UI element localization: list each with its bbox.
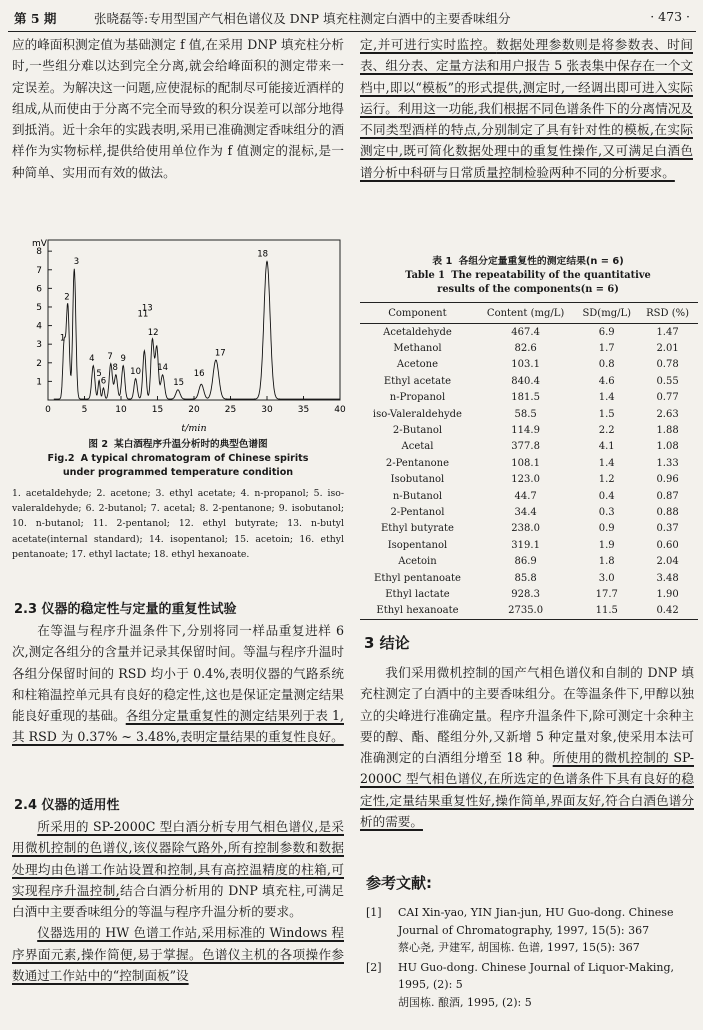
table-body (360, 324, 698, 620)
x-tick-label: 0 (45, 405, 51, 415)
y-unit-label: mV (32, 239, 47, 249)
peak-label: 13 (141, 303, 153, 314)
cell-component: Ethyl pentanoate (374, 572, 461, 584)
section-3-body (360, 662, 694, 832)
page-number: · 473 · (650, 9, 690, 24)
cell-component: Ethyl hexanoate (360, 603, 475, 620)
cell-content: 2735.0 (475, 603, 576, 620)
table-row (360, 521, 698, 537)
header-rule (8, 31, 696, 32)
references-list (366, 904, 696, 1011)
cell-rsd: 0.55 (656, 375, 679, 387)
table-row (360, 439, 698, 455)
sec23-underlined: 各组分定量重复性的测定结果列于表 1,其 RSD 为 0.37% ~ 3.48%,表明定量结果的重复性良好。 (12, 708, 344, 745)
table-row (360, 553, 698, 569)
cell-component: Ethyl lactate (385, 588, 450, 600)
section-2-3-body (12, 620, 344, 748)
peak-label: 1 (59, 333, 66, 344)
cell-component: Acetal (401, 441, 434, 453)
ref-cn: 胡国栋. 酿酒, 1995, (2): 5 (398, 995, 532, 1009)
col-header-sd: SD(mg/L) (576, 303, 637, 324)
cell-component: 2-Butanol (392, 425, 443, 437)
right-top-1: 定,并可进行实时监控。 (360, 37, 497, 52)
peak-label: 15 (173, 378, 185, 389)
left-intro (12, 34, 344, 183)
cell-content: 86.9 (514, 556, 537, 568)
cell-sd: 6.9 (598, 326, 615, 338)
table-header-row (360, 303, 698, 324)
y-tick-label: 2 (36, 358, 42, 369)
cell-content: 840.4 (511, 375, 540, 387)
cell-content: 85.8 (514, 572, 537, 584)
table-row (360, 537, 698, 553)
y-tick-label: 4 (36, 321, 42, 332)
issue-label: 第 5 期 (14, 11, 57, 26)
right-top-2: 数据处理参数则是将参数表、时间表、组分表、定量方法和用户报告 5 张表集中保存在一个文档中,即以“模板”的形式提供,测定时,一经调出即可进入实际运行。 (360, 37, 693, 116)
cell-component: Acetone (396, 359, 439, 371)
x-axis-label: t/min (181, 423, 207, 434)
table-row (360, 390, 698, 406)
cell-sd: 0.3 (598, 506, 615, 518)
x-tick-label: 25 (224, 405, 237, 415)
cell-sd: 1.9 (598, 539, 615, 551)
fig-caption-cn: 某白酒程序升温分析时的典型色谱图 (114, 439, 268, 450)
peak-label: 6 (100, 376, 107, 387)
peak-label: 5 (96, 368, 102, 379)
cell-content: 181.5 (511, 392, 540, 404)
cell-component: Acetoin (398, 556, 437, 568)
col-header-component: Component (360, 303, 475, 324)
table-caption-en-label: Table 1 (405, 270, 445, 281)
cell-sd: 0.8 (598, 359, 615, 371)
cell-content: 238.0 (511, 523, 540, 535)
cell-content: 467.4 (511, 326, 540, 338)
table-row (360, 357, 698, 373)
references-title: 参考文献: (366, 874, 432, 892)
cell-content: 928.3 (511, 588, 540, 600)
x-tick-label: 20 (188, 405, 200, 415)
ref-number: [2] (366, 960, 382, 974)
x-tick-label: 15 (151, 405, 164, 415)
x-tick-label: 40 (334, 405, 346, 415)
peak-label: 17 (214, 348, 226, 359)
fig-caption-en-1: A typical chromatogram of Chinese spirits (80, 453, 309, 464)
section-2-3-title: 2.3 仪器的稳定性与定量的重复性试验 (14, 602, 237, 617)
x-tick-label: 10 (115, 405, 127, 415)
x-tick-label: 5 (81, 405, 88, 415)
table-row (360, 603, 698, 620)
right-top-text (360, 34, 693, 183)
page-header (14, 9, 690, 29)
chromatogram-figure (10, 235, 346, 435)
cell-sd: 4.1 (598, 441, 615, 453)
cell-sd: 0.4 (598, 490, 615, 502)
cell-component: Acetaldehyde (383, 326, 452, 338)
cell-rsd: 1.90 (656, 588, 679, 600)
cell-component: 2-Pentanone (385, 457, 450, 469)
figure-caption (12, 438, 344, 480)
peak-label: 16 (193, 368, 205, 379)
peak-label: 11 (137, 309, 149, 320)
cell-sd: 3.0 (598, 572, 615, 584)
y-tick-label: 5 (36, 302, 42, 313)
sec24-p1-plain: 结合白酒分析用的 DNP 填充柱,可满足白酒中主要香味组分的等温与程序升温分析的要求。 (12, 882, 344, 920)
cell-rsd: 0.78 (656, 359, 679, 371)
cell-sd: 1.5 (598, 408, 615, 420)
right-top-3: 利用这一功能,我们根据不同色谱条件下的分离情况及不同类型酒样的特点,分别制定了具有针对性的模板,在实际测定中,既可简化数据处理中的重复性操作,又可满足白酒色谱分析中科研与日常质量控制检验两种不同的分析要求。 (360, 100, 693, 180)
cell-rsd: 0.96 (656, 474, 679, 486)
cell-sd: 1.2 (598, 474, 615, 486)
reference-item (366, 959, 696, 1012)
cell-content: 114.9 (511, 425, 540, 437)
table-row (360, 373, 698, 389)
ref-number: [1] (366, 906, 382, 919)
table-caption-en-2: results of the components(n = 6) (437, 284, 619, 295)
y-tick-label: 7 (36, 265, 42, 276)
x-tick-label: 30 (261, 405, 273, 415)
table-row (360, 422, 698, 438)
peak-label: 12 (147, 327, 159, 338)
cell-component: Ethyl butyrate (380, 523, 454, 535)
section-2-4-body (12, 816, 344, 986)
table-row (360, 406, 698, 422)
cell-rsd: 3.48 (656, 572, 679, 584)
cell-content: 58.5 (514, 408, 537, 420)
sec24-p1-underlined: 所采用的 SP-2000C 型白酒分析专用气相色谱仪,是采用微机控制的色谱仪,该仪器除气路外,所有控制参数和数据处理均由色谱工作站设置和控制,具有高控温精度的柱箱,可实现程序升温控制, (12, 819, 344, 898)
cell-sd: 2.2 (598, 425, 615, 437)
peak-labels (60, 250, 268, 388)
cell-rsd: 0.77 (656, 392, 679, 404)
cell-sd: 1.8 (598, 556, 615, 568)
table-caption-en-1: The repeatability of the quantitative (451, 270, 651, 281)
figure-legend: 1. acetaldehyde; 2. acetone; 3. ethyl acetate; 4. n-propanol; 5. iso-valeraldehyde; 6. 2-butanol; 7. acetal; 8. 2-pentanone; 9. isobutanol; 10. n-butanol; 11. 2-pentanol; 12. ethyl butyrate; 13. n-butyl acetate(internal standard); 14. isopentanol; 15. acetoin; 16. ethyl pentanoate; 17. ethyl lactate; 18. ethyl hexanoate. (12, 488, 344, 560)
fig-caption-en-label: Fig.2 (47, 453, 75, 464)
sec3-plain: 我们采用微机控制的国产气相色谱仪和自制的 DNP 填充柱测定了白酒中的主要香味组分。在等温条件下,甲醇以独立的尖峰进行准确定量。程序升温条件下,除可测定十余种主要的醇、酯、醛组分外,又新增 5 种定量对象,使采用本法可准确测定的白酒组分增至 18 种。 (360, 665, 694, 766)
table-caption-cn: 各组分定量重复性的测定结果(n = 6) (458, 256, 624, 267)
col-header-rsd: RSD (%) (637, 303, 698, 324)
ref-en: CAI Xin-yao, YIN Jian-jun, HU Guo-dong. Chinese Journal of Chromatography, 1997, 15(5): 367 (398, 906, 674, 937)
cell-component: n-Butanol (392, 490, 443, 502)
running-title: 张晓磊等:专用型国产气相色谱仪及 DNP 填充柱测定白酒中的主要香味组分 (94, 11, 511, 26)
cell-rsd: 2.04 (656, 556, 679, 568)
peak-label: 2 (64, 292, 70, 303)
sec23-plain: 在等温与程序升温条件下,分别将同一样品重复进样 6 次,测定各组分的含量并记录其保留时间。等温与程序升温时各组分保留时间的 RSD 均小于 0.4%,表明仪器的气路系统和柱箱温控单元具有良好的稳定性,这也是保证定量测定结果能良好重现的基础。 (12, 623, 344, 724)
cell-rsd: 0.37 (656, 523, 679, 535)
cell-sd: 1.7 (598, 343, 615, 355)
cell-rsd: 2.63 (656, 408, 679, 420)
fig-caption-cn-label: 图 2 (88, 439, 108, 450)
cell-content: 34.4 (514, 506, 537, 518)
cell-rsd: 1.08 (656, 441, 679, 453)
table-row (360, 340, 698, 356)
peak-label: 3 (73, 257, 80, 268)
table-row (360, 586, 698, 602)
peak-label: 4 (89, 353, 95, 364)
sec24-p2-underlined: 仪器选用的 HW 色谱工作站,采用标准的 Windows 程序界面元素,操作简便,易于掌握。色谱仪主机的各项操作参数通过工作站中的“控制面板”设 (12, 925, 344, 984)
cell-rsd: 0.88 (656, 506, 679, 518)
cell-content: 103.1 (511, 359, 540, 371)
cell-content: 108.1 (511, 457, 540, 469)
table-caption (360, 255, 696, 297)
cell-sd: 17.7 (595, 588, 618, 600)
y-tick-label: 3 (36, 340, 42, 351)
cell-component: Isopentanol (387, 539, 448, 551)
cell-rsd: 2.01 (656, 343, 679, 355)
cell-content: 123.0 (511, 474, 540, 486)
table-row (360, 504, 698, 520)
cell-sd: 11.5 (576, 603, 637, 620)
peak-label: 14 (157, 363, 169, 374)
cell-rsd: 0.87 (656, 490, 679, 502)
x-tick-label: 35 (297, 405, 310, 415)
peak-label: 9 (120, 353, 126, 364)
cell-sd: 1.4 (598, 392, 615, 404)
intro-paragraph: 应的峰面积测定值为基础测定 f 值,在采用 DNP 填充柱分析时,一些组分难以达到完全分离,就会给峰面积的测定带来一定误差。为解决这一问题,应使混标的配制尽可能接近酒样的组成,从而使由于分离不完全而导致的积分误差可以部分地得到抵消。近十余年的实践表明,采用已准确测定香味组分的酒样作为实物标样,提供给使用单位作为 f 值测定的混标,是一种简单、实用而有效的做法。 (12, 37, 344, 180)
cell-sd: 4.6 (598, 375, 615, 387)
sec3-underlined: 所使用的微机控制的 SP-2000C 型气相色谱仪,在所选定的色谱条件下具有良好的稳定性,定量结果重复性好,操作简单,界面友好,符合白酒色谱分析的需要。 (360, 750, 694, 830)
fig-caption-en-2: under programmed temperature condition (62, 467, 294, 478)
cell-component: Ethyl acetate (383, 375, 452, 387)
cell-rsd: 1.47 (656, 326, 679, 338)
table-row (360, 570, 698, 586)
cell-content: 319.1 (511, 539, 540, 551)
cell-component: iso-Valeraldehyde (372, 408, 462, 420)
cell-content: 377.8 (511, 441, 540, 453)
peak-label: 7 (107, 352, 113, 363)
y-tick-label: 1 (36, 377, 42, 388)
cell-content: 82.6 (514, 343, 537, 355)
cell-content: 44.7 (514, 490, 537, 502)
cell-rsd: 1.88 (656, 425, 679, 437)
cell-component: n-Propanol (389, 392, 446, 404)
table-caption-cn-label: 表 1 (432, 256, 453, 267)
section-3-title: 3 结论 (364, 634, 410, 652)
reference-item (366, 904, 696, 957)
cell-rsd: 0.42 (637, 603, 698, 620)
section-2-4-title: 2.4 仪器的适用性 (14, 798, 120, 813)
table-row (360, 455, 698, 471)
cell-sd: 0.9 (598, 523, 615, 535)
cell-rsd: 1.33 (656, 457, 679, 469)
cell-component: Methanol (393, 343, 442, 355)
ref-en: HU Guo-dong. Chinese Journal of Liquor-Making, 1995, (2): 5 (398, 960, 675, 991)
peak-label: 8 (112, 363, 118, 374)
cell-component: 2-Pentanol (390, 506, 445, 518)
peak-label: 10 (130, 366, 142, 377)
cell-sd: 1.4 (598, 457, 615, 469)
col-header-content: Content (mg/L) (475, 303, 576, 324)
table-row (360, 324, 698, 341)
table-row (360, 472, 698, 488)
ref-cn: 蔡心尧, 尹建军, 胡国栋. 色谱, 1997, 15(5): 367 (398, 941, 640, 954)
cell-rsd: 0.60 (656, 539, 679, 551)
table-row (360, 488, 698, 504)
repeatability-table (360, 302, 698, 620)
peak-label: 18 (257, 249, 269, 260)
y-tick-label: 8 (36, 247, 42, 258)
cell-component: Isobutanol (390, 474, 445, 486)
y-axis-ticks (36, 247, 52, 387)
y-tick-label: 6 (36, 284, 42, 295)
